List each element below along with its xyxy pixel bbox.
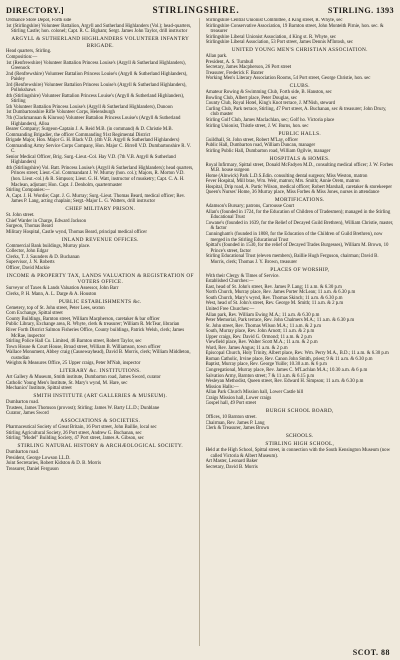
entry-line: Baptist, Murray place, Rev. George Yuille; 10.30 a.m. & 6 p.m [205,362,327,368]
entry-line: North Church, Murray place, Rev. James Porter McLean; 11 a.m. & 6.30 p.m [205,290,356,296]
entry-line: Stirling Educational Trust (eleven members), Baillie Hugh Ferguson, chairman; David B. Morris, clerk; Thomas J. Y. Brown, treasurer [205,254,379,265]
entry-line: Held at the High School, Spittal street, in connection with the South Kensington Museum (now called Victoria & Albert Museum). [205,448,391,459]
entry-line: Pharmaceutical Society of Great Britain, 16 Port street, John Baillie, local sec [6,425,157,431]
entry-line: Episcopal Church, Holy Trinity, Albert place, Rev. Wm. Perry M.A., B.D.; 11 a.m. & 6.30 p.m [205,351,389,357]
entry-line: Wesleyan Methodist, Queen street, Rev. Edward H. Simpson; 11 a.m. & 6.30 p.m [205,379,364,385]
section-heading: PLACES OF WORSHIP, [270,266,330,273]
entry-line: A, Capt. J. H. Wordie; Capt. J. G. Murray; Surg.-Lieut. Thomas Beard, medical officer; Rev. James P. Lang, acting chaplain; Sergt.-Major L. G. Watters, drill instructor [6,193,186,205]
entry-line: Home (Alnwick) Park L.D.S.Edin. consulting dental surgeon; Miss Weston, matron [205,173,368,179]
entry-line: Supervisor, J. N. Roberts [6,260,55,266]
entry-line: President, George Lowson LL.D. [6,455,71,461]
section-heading: STIRLING NATURAL HISTORY & ARCHÆOLOGICAL SOCIETY. [17,443,183,450]
entry-line: Mechanics' Institute, Spittal street [6,386,72,392]
section-heading: SCHOOLS. [285,433,314,440]
section-heading: PUBLIC HALLS. [278,130,321,137]
entry-line: Secretary, James Macpherson, 26 Port street [205,65,292,71]
entry-line: Surgeon, Thomas Beard [6,224,53,230]
section-heading: STIRLING HIGH SCHOOL, [265,441,335,448]
left-column [6,18,200,646]
entry-line: Wallace Monument, Abbey craig (Causewayhead), David B. Morris, clerk; William Middleton, custodian [6,350,191,361]
entry-line: Composition:— [6,55,38,60]
header-town-page-number: STIRLING. 1393 [327,6,394,15]
entry-line: Art Gallery & Museum, Smith institute, Dumbarton road, James Sword, curator [6,375,161,381]
entry-line: Stirlingshire Liberal Association, 53 Port street, James Dennis M'Intosh, sec [205,40,354,46]
entry-line: Gospel hall, 49 Port street [205,401,256,407]
entry-line: Dumbarton road. [6,450,40,456]
entry-line: Salvation Army, Barnton street; 7 & 11 a.m. & 6.15 p.m [205,373,315,379]
entry-line: Allan park. [205,54,228,60]
entry-line: Stirling Police Hall Co. Limited, 46 Barnton street, Robert Taylor, sec [6,339,142,345]
header-section-label: DIRECTORY.] [6,6,65,15]
entry-line: Stirling "Model" Building Society, 47 Port street, James A. Gibson, sec [6,436,144,442]
entry-line: Ordnance Store Depot, Forth side [6,18,72,23]
entry-line: Roman Catholic, Irvine place, Rev. Canon John Smith, priest; 9 & 11 a.m. & 6.30 p.m [205,356,373,362]
entry-line: 2nd (Renfrewshire) Volunteer Battalion Princess Louise's (Argyll & Sutherland Highlanders), Paisley [6,71,188,83]
entry-line: Spittal's (founded in 1530, for the relief of Decayed Trades Burgesses), William M. Brown, 10 Prince's street, factor [205,243,389,254]
entry-line: Adamson's Bursary; patrons, Carrousse Court [205,204,295,210]
entry-line: Stirling Agricultural Society, 26 Port street, Andrew G. Buchanan, sec [6,430,142,436]
entry-line: Surveyor of Taxes & Lands Valuation Assessor, John Barr [6,286,119,292]
entry-line: Officer, David Mackie [6,265,50,271]
entry-line: Amateur Rowing & Swimming Club, Forth side, B. Hanston, sec [205,90,332,96]
entry-line: Military Hospital, Castle wynd, Thomas Beard, principal medical officer [6,229,147,235]
entry-line: 1st (Renfrewshire) Volunteer Battalion Princess Louise's (Argyll & Sutherland Highlanders), Greenock [6,60,186,72]
section-heading: ASSOCIATIONS & SOCIETIES. [60,418,141,425]
entry-line: President, A. S. Turnbull [205,59,254,65]
entry-line: Viewfield place, Rev. Walter Scott M.A.; 11 a.m. & 2 p.m [205,340,318,346]
entry-line: Stirlingshire Liberal Unionist Association, 4 King st. R. Whyte, sec [205,34,337,40]
entry-line: County Buildings, Barnton street, William Macpherson, caretaker & bar officer [6,316,160,322]
entry-line: Art Master, Leonard Baker [205,459,258,465]
section-heading: CHIEF MILITARY PRISON. [65,206,136,213]
entry-line: Bowling Club, Albert place, Peter Douglas, sec [205,95,298,101]
entry-line: Allan Park Church Mission hall, Lower Castle hill [205,390,304,396]
entry-line: Brigade Major, Hon. Major G. H. Black V.D. (4th V.B. Argyll & Sutherland Highlanders) [6,138,180,144]
entry-line: Congregational, Murray place, Rev. James C. M'Lachlan M.A.; 10.30 a.m. & 6 p.m [205,367,368,373]
section-heading: ARGYLL & SUTHERLAND HIGHLANDERS VOLUNTEER INFANTRY BRIGADE. [11,36,190,49]
entry-line: Allan park, Rev. William Ewing M.A.; 11 a.m. & 6.30 p.m [205,312,320,318]
entry-line: Craigs Mission hall, Lower craigs [205,395,272,401]
entry-line: Ward, Rev. James Angus; 11 a.m. & 2 p.m [205,345,288,351]
entry-line: Peter Memorial, Park terrace, Rev. John Chalmers M.A.; 11 a.m. & 6.30 p.m [205,318,355,324]
entry-line: Upper craigs, Rev. David G. Ormond; 11 a.m. & 2 p.m [205,334,312,340]
page-header [6,5,394,17]
entry-line: Stirling Public Hall, Dumbarton road, William Ogilvie, manager [205,148,331,154]
entry-line: St. John street. [6,213,35,219]
entry-line: Commanding Army Service Corps Company, Hon. Major C. Birrell V.D. Dumbartonshire R. V. C. [6,143,191,155]
entry-line: 4th (Stirlingshire) Volunteer Battalion Princess Louise's (Argyll & Sutherland Highlanders), Stirling [6,93,185,105]
entry-line: Chief Warder in Charge, Edward Jackson [6,218,87,224]
entry-line: Clerk & Treasurer, James Brown [205,426,270,432]
entry-line: Commanding Brigadier, the officer Commanding 91st Regimental District [6,132,151,138]
entry-line: Dumbarton road. [6,400,40,406]
entry-line: United Free Churches:— [205,306,255,312]
entry-line: St. John street, Rev. Thomas Wilson M.A.; 11 a.m. & 2 p.m [205,323,322,329]
entry-line: Commercial Bank buildings, Murray place. [6,243,91,249]
section-heading: SMITH INSTITUTE (ART GALLERIES & MUSEUM). [33,393,168,400]
section-heading: INLAND REVENUE OFFICES. [61,236,139,243]
entry-line: 1st (Stirlingshire) Volunteer Battalion, Argyll and Sutherland Highlanders (Vol.); head-quarters, Stirling Castle; hon. colonel; Capt. R. C. Bigham; Sergt. James John Taylor, drill instructor [6,23,192,35]
right-column [206,18,395,646]
entry-line: South, Murray place, Rev. John Arnott; 11 a.m. & 2 p.m [205,329,315,335]
directory-columns [6,18,394,646]
entry-line: Stirling Golf Club, James Maclachlan, sec; Golf ho. Victoria place [205,118,335,124]
entry-line: Bearer Company; Surgeon-Captain J. A. Reid M.B. (in command) & D. Christie M.B. [6,127,173,133]
entry-line: 4th (Stirlingshire) Vol. Batt. Princess Louise's (Argyll & Sutherland Highlanders); head quarters, Princes street; Lieut.-Col. Commandant J. W. Murray (hon. col.); Majors, R. Morton V.D. (hon. Lieut.-col.) & R. Simpson; Lieut. G. H. Watt, instructor of musketry; Capt. C. A. H. Maclean, adjutant; Hon. Capt. J. Denholm, quartermaster [6,165,194,188]
entry-line: Curling Club, Park terrace, Stirling, 47 Port street, A. Buchanan, sec & treasurer; John Drury, club master [205,106,387,118]
entry-line: With their Clergy & Times of Service. [205,273,280,279]
entry-line: Cunningham's (founded in 1808, for the Education of the Children of Guild Brethren), now merged in the Stirling Educational Trust [205,231,383,243]
section-heading: CLUBS. [289,83,310,90]
header-county-title: STIRLINGSHIRE. [152,5,240,15]
section-heading: HOSPITALS & HOMES. [269,155,330,162]
entry-line: 3rd (Renfrewshire) Volunteer Battalion Princess Louise's (Argyll & Sutherland Highlanders), Pollokshaws [6,82,187,94]
entry-line: Curator, James Sword [6,411,49,417]
section-heading: BURGH SCHOOL BOARD, [265,408,334,415]
entry-line: Stirlingshire Central Unionist Committee, 4 King street, R. Whyte, sec [205,18,343,23]
entry-line: Allan's (founded in 1724, for the Education of Children of Tradesmen); managed in the Stirling Educational Trust [205,209,391,221]
section-heading: LITERARY &c. INSTITUTIONS. [59,368,141,375]
entry-line: Cowane's (founded in 1639, for the Relief of Decayed Guild Brethren), William Christie, master, & factor [205,220,394,232]
page-footer-signature: SCOT. 88 [352,648,390,657]
entry-line: Collector, John Edgar [6,249,49,255]
entry-line: West, head of St. John's street, Rev. George M. Smith; 11 a.m. & 2 p.m [205,301,344,307]
section-heading: UNITED YOUNG MEN'S CHRISTIAN ASSOCIATION. [231,47,368,54]
entry-line: Trustees, James Thomson (provost); Stirling; James W. Barty LL.D.; Dunblane [6,405,160,411]
section-heading: MORTIFICATIONS. [274,197,325,204]
entry-line: Working Men's Literary Association Rooms, 54 Port street, George Christie, hon. sec [205,76,371,82]
entry-line: 1st Dumbartonshire Rifle Volunteer Corps, Helensburgh [6,110,115,116]
entry-line: Offices, 10 Barnton street. [205,415,257,421]
entry-line: County Club, Royal Hotel, King's Knot terrace, J. M'Nish, steward [205,101,336,107]
entry-line: Head quarters, Stirling. [6,49,52,55]
entry-line: Hospital, Drip road, A. Partic Wilson, medical officer; Robert Marshall, caretaker & storekeeper [205,184,392,190]
entry-line: Senior Medical Officer, Brig. Surg.-Lieut.-Col. Hay V.D. (7th V.B. Argyll & Sutherland Highlanders) [6,154,176,166]
entry-line: Public Hall, Dumbarton road, William Duncan, manager [205,143,316,149]
entry-line: Clerks, P. H. Mann, A. L. Darge & A. Houston [6,291,97,297]
entry-line: Mission Halls:— [205,384,239,390]
entry-line: Treasurer, Frederick F. Baxter [205,70,264,76]
entry-line: Joint Secretaries, Robert Kidston & D. B. Morris [6,461,101,467]
entry-line: River Forth District Salmon Fisheries Office, County buildings, Patrick Welsh, clerk; James McRae, inspector [6,328,185,339]
entry-line: Chairman, Rev. James P. Lang [205,420,265,426]
entry-line: East, head of St. John's street, Rev. James P. Lang; 11 a.m. & 6.30 p.m [205,284,342,290]
entry-line: Fever Hospital, Mill brae, Wm. Weir, matron; Mrs. Smith; Annie Orem, matron [205,179,360,185]
section-heading: PUBLIC ESTABLISHMENTS &c. [58,298,142,305]
entry-line: Treasurer, Daniel Ferguson [6,467,59,473]
entry-line: Established Churches:— [205,279,254,285]
entry-line: South Church, Mary's wynd, Rev. Thomas Skinch; 11 a.m. & 6.30 p.m [205,295,343,301]
entry-line: Town House & Court House, Broad street, William B. Williamson, town officer [6,344,161,350]
entry-line: Cemetery, top of St. John street, Peter Lees, sexton [6,305,105,311]
entry-line: Stirlingshire Conservative Association, 19 Barnton street, John Monteith Pirnie, hon. sec. & treasurer [205,23,384,35]
entry-line: Weights & Measures Office, 25 Upper craigs, Peter M'Nab, inspector [6,361,141,367]
entry-line: Catholic Young Men's Institute, St. Mary's wynd, M. Hare, sec [6,380,128,386]
entry-line: 7th (Clackmannan & Kinross) Volunteer Battalion Princess Louise's (Argyll & Sutherland Highlanders), Alloa [6,116,181,127]
entry-line: Corn Exchange, Spittal street [6,311,63,317]
entry-line: Secretary, David B. Morris [205,464,258,470]
entry-line: Guildhall, St. John street, Robert M'Lay, officer [205,137,298,143]
entry-line: Stirling Unionist, Thistle street, J. W. Burns, hon. sec [205,123,309,129]
entry-line: Royal Infirmary, Spittal street, Donald McFadyen M.D., consulting medical officer; J. W. Forbes M.B. house surgeon [205,162,394,174]
entry-line: 5th Volunteer Battalion Princess Louise's (Argyll & Sutherland Highlanders), Dunoon [6,104,173,110]
entry-line: Clerks, T. J. Saunders & D. Buchanan [6,254,80,260]
entry-line: Queen's Nurses' Home, 36 Murray place, Miss Forbes & Miss Jones, nurses in attendance [205,190,380,196]
entry-line: Stirling Companies:— [6,188,50,194]
section-heading: INCOME & PROPERTY TAX, LANDS VALUATION & REGISTRATION OF VOTERS OFFICE. [6,273,194,286]
entry-line: Public Library, Exchange area, R. Whyte, clerk & treasurer; William R. McTear, librarian [6,322,180,328]
